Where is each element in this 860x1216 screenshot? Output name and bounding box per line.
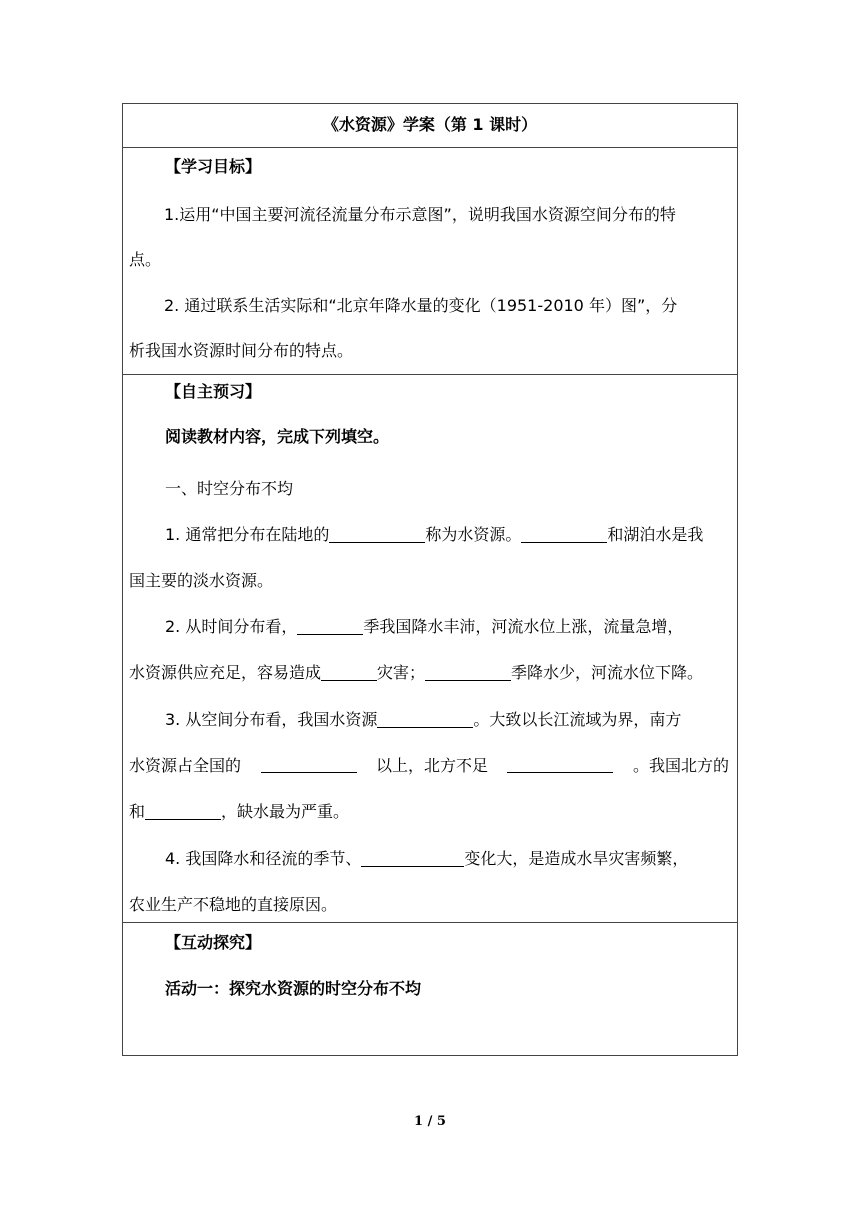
page-title: 《水资源》学案（第 1 课时）: [322, 115, 538, 134]
question-3-line3: 和 ，缺水最为严重。: [129, 802, 350, 821]
objective-2-line2: 析我国水资源时间分布的特点。: [129, 341, 354, 360]
explore-section: [123, 923, 737, 1055]
page-number: 1 / 5: [414, 1114, 446, 1129]
preview-instruction: 阅读教材内容，完成下列填空。: [165, 427, 390, 446]
question-3-line1: 3. 从空间分布看，我国水资源 。大致以长江流域为界，南方: [165, 710, 682, 729]
preview-heading: 【自主预习】: [165, 382, 262, 401]
objectives-section: [123, 148, 737, 375]
preview-section: [123, 375, 737, 923]
blank-1[interactable]: [329, 526, 425, 543]
section-title: 一、时空分布不均: [165, 479, 294, 498]
question-4-line2: 农业生产不稳地的直接原因。: [129, 895, 338, 914]
question-3-line2: 水资源占全国的 以上，北方不足 。我国北方的: [129, 756, 729, 775]
objectives-heading: 【学习目标】: [165, 157, 262, 176]
blank-9[interactable]: [145, 803, 221, 820]
blank-5[interactable]: [425, 664, 511, 681]
blank-10[interactable]: [361, 850, 464, 867]
blank-7[interactable]: [261, 756, 357, 773]
blank-2[interactable]: [521, 526, 607, 543]
objective-1-line1: 1.运用“中国主要河流径流量分布示意图”，说明我国水资源空间分布的特: [164, 205, 676, 224]
blank-6[interactable]: [377, 711, 473, 728]
question-1-line2: 国主要的淡水资源。: [129, 571, 274, 590]
question-2-line1: 2. 从时间分布看， 季我国降水丰沛，河流水位上涨，流量急增，: [165, 617, 684, 636]
objective-2-line1: 2. 通过联系生活实际和“北京年降水量的变化（1951-2010 年）图”，分: [164, 296, 678, 315]
question-2-line2: 水资源供应充足，容易造成 灾害； 季降水少，河流水位下降。: [129, 663, 704, 682]
blank-8[interactable]: [507, 756, 613, 773]
blank-3[interactable]: [297, 618, 363, 635]
blank-4[interactable]: [321, 664, 377, 681]
question-1-line1: 1. 通常把分布在陆地的 称为水资源。 和湖泊水是我: [165, 525, 704, 544]
question-4-line1: 4. 我国降水和径流的季节、 变化大，是造成水旱灾害频繁，: [165, 849, 689, 868]
worksheet-table: [122, 103, 738, 1056]
explore-heading: 【互动探究】: [165, 933, 262, 952]
activity-title: 活动一：探究水资源的时空分布不均: [165, 979, 422, 998]
title-row: [123, 104, 737, 148]
objective-1-line2: 点。: [129, 250, 162, 269]
